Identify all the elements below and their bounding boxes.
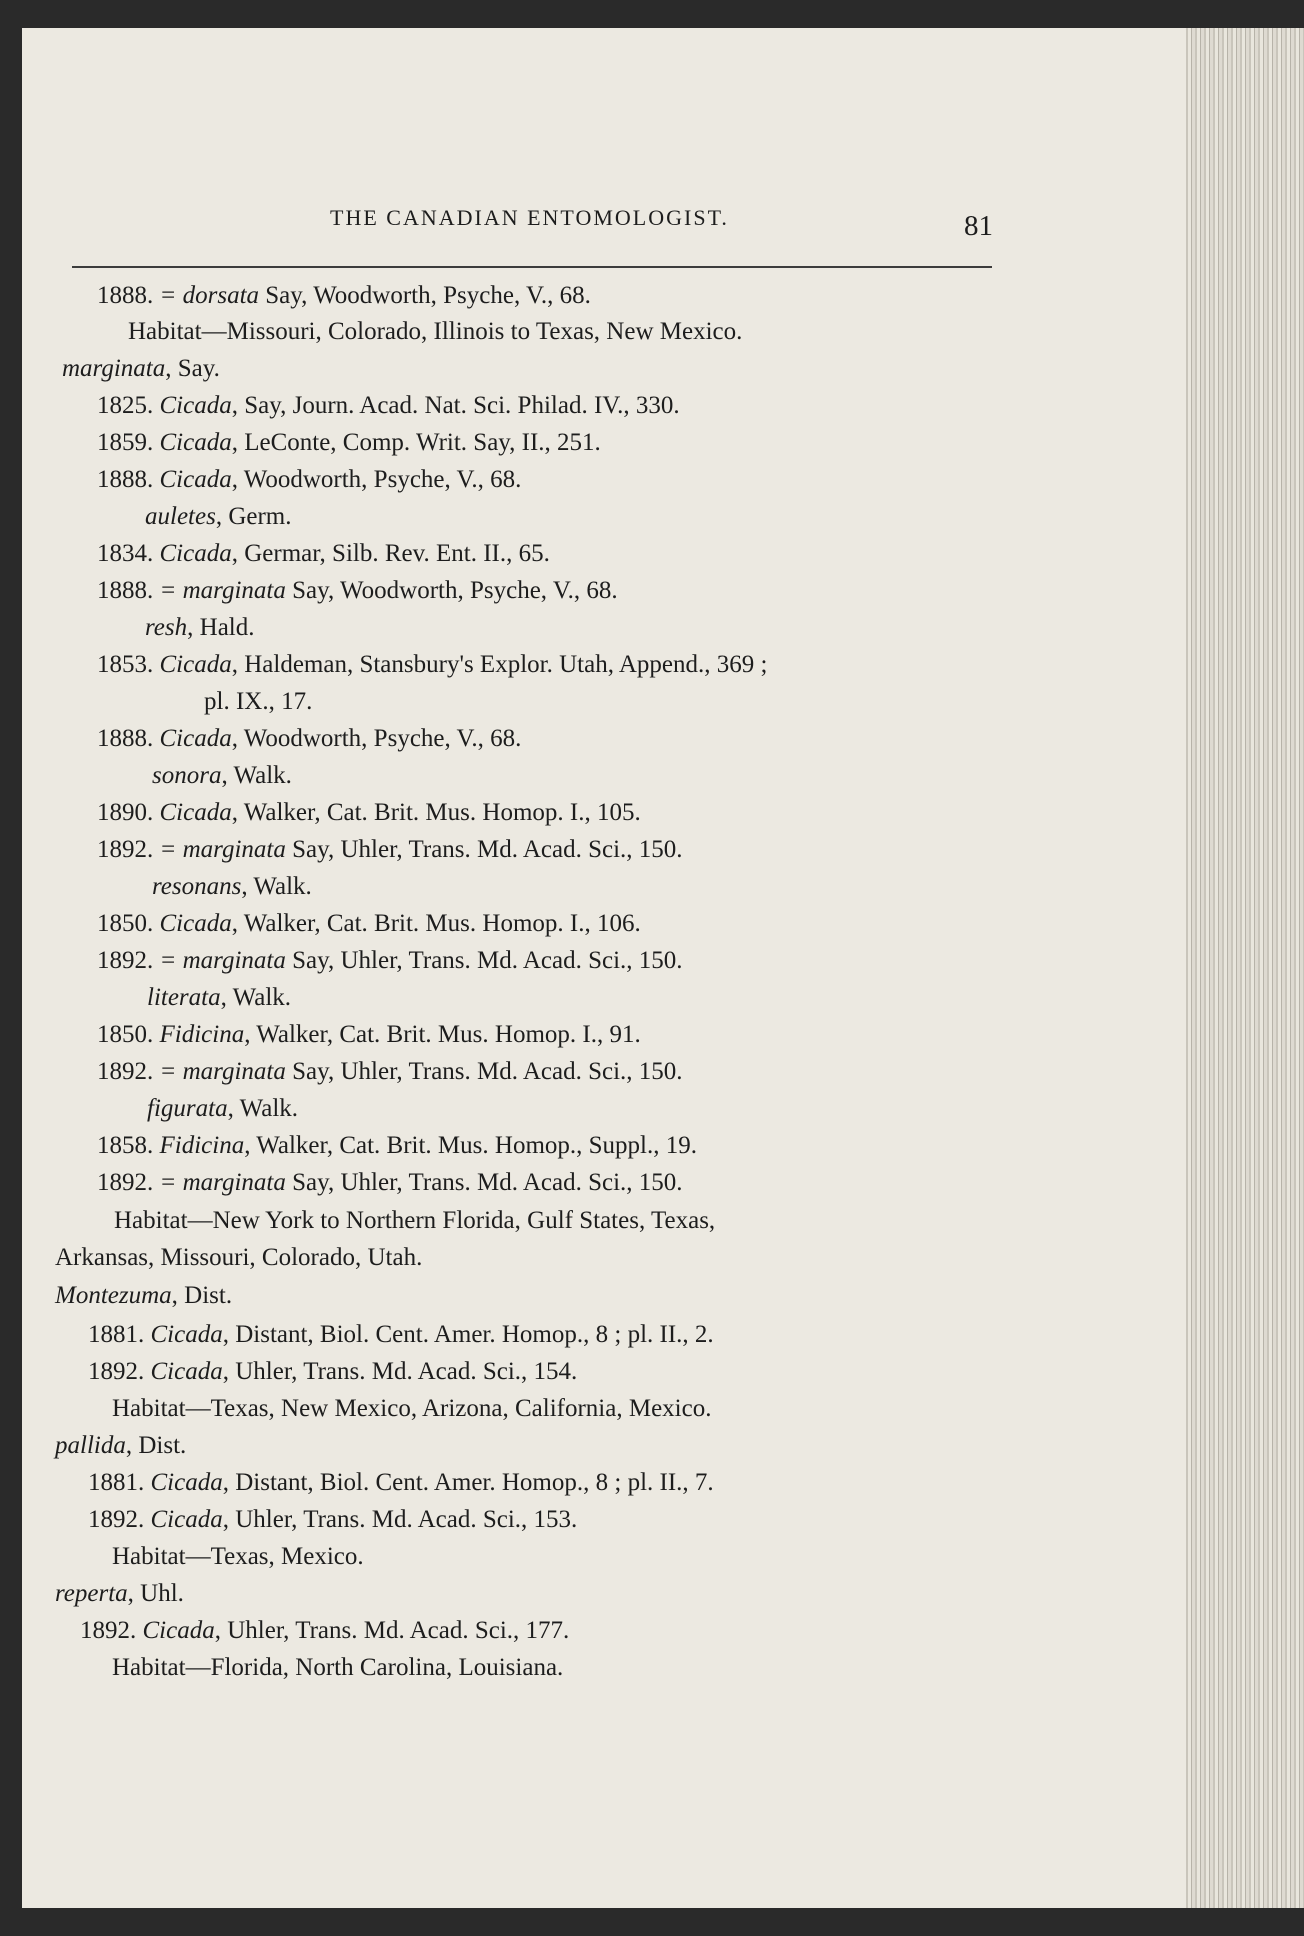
text-span: , Germ. bbox=[215, 503, 292, 530]
text-line bbox=[55, 1580, 184, 1608]
italic-name: auletes bbox=[145, 503, 216, 530]
italic-name: = marginata bbox=[159, 836, 286, 863]
text-span: 1892. bbox=[97, 836, 160, 863]
text-span: 1859. bbox=[97, 429, 160, 456]
italic-name: Cicada bbox=[159, 466, 232, 493]
italic-name: Cicada bbox=[150, 1469, 223, 1496]
italic-name: Montezuma bbox=[55, 1282, 172, 1309]
text-line bbox=[88, 1506, 577, 1534]
text-span: , Germar, Silb. Rev. Ent. II., 65. bbox=[231, 540, 550, 567]
text-line bbox=[204, 688, 312, 716]
text-span: 1850. bbox=[97, 910, 160, 937]
text-line bbox=[147, 984, 291, 1012]
text-span: 1888. bbox=[97, 466, 160, 493]
text-span: , LeConte, Comp. Writ. Say, II., 251. bbox=[231, 429, 601, 456]
text-line bbox=[97, 910, 641, 938]
running-title: THE CANADIAN ENTOMOLOGIST. bbox=[330, 205, 729, 230]
text-line bbox=[112, 1395, 711, 1423]
text-span: , Woodworth, Psyche, V., 68. bbox=[231, 466, 522, 493]
text-span: Arkansas, Missouri, Colorado, Utah. bbox=[55, 1244, 423, 1271]
text-span: , Uhl. bbox=[127, 1580, 184, 1607]
text-span: , Walk. bbox=[227, 1095, 299, 1122]
text-line bbox=[128, 318, 742, 346]
text-span: , Walk. bbox=[241, 873, 312, 900]
text-span: , Uhler, Trans. Md. Acad. Sci., 177. bbox=[214, 1617, 570, 1644]
text-line bbox=[97, 282, 591, 310]
text-line bbox=[97, 466, 521, 494]
italic-name: = dorsata bbox=[159, 282, 260, 309]
italic-name: pallida bbox=[55, 1432, 126, 1459]
text-line bbox=[112, 1543, 364, 1571]
text-span: 1853. bbox=[97, 651, 160, 678]
text-line bbox=[152, 762, 292, 790]
text-line bbox=[97, 1058, 683, 1086]
text-span: , Dist. bbox=[171, 1282, 233, 1309]
text-span: 1858. bbox=[97, 1132, 160, 1159]
italic-name: Cicada bbox=[159, 540, 232, 567]
text-line bbox=[55, 1282, 232, 1310]
italic-name: Cicada bbox=[159, 799, 232, 826]
text-span: 1881. bbox=[88, 1469, 151, 1496]
italic-name: Cicada bbox=[159, 392, 232, 419]
text-line bbox=[97, 947, 683, 975]
text-line bbox=[80, 1617, 569, 1645]
text-span: 1892. bbox=[88, 1358, 151, 1385]
italic-name: Cicada bbox=[159, 910, 232, 937]
text-line bbox=[88, 1321, 714, 1349]
italic-name: = marginata bbox=[159, 947, 286, 974]
page-number: 81 bbox=[964, 210, 993, 242]
text-span: , Walker, Cat. Brit. Mus. Homop., Suppl., 19. bbox=[244, 1132, 697, 1159]
text-span: Say, Woodworth, Psyche, V., 68. bbox=[259, 282, 591, 309]
text-span: , Walk. bbox=[221, 762, 292, 789]
italic-name: Cicada bbox=[142, 1617, 215, 1644]
text-span: , Distant, Biol. Cent. Amer. Homop., 8 ; pl. II., 2. bbox=[222, 1321, 714, 1348]
text-span: Habitat—Missouri, Colorado, Illinois to Texas, New Mexico. bbox=[128, 318, 743, 345]
text-line bbox=[88, 1469, 714, 1497]
text-line bbox=[152, 873, 312, 901]
text-span: 1888. bbox=[97, 577, 160, 604]
text-line bbox=[88, 1358, 577, 1386]
italic-name: sonora bbox=[152, 762, 222, 789]
text-line bbox=[97, 836, 683, 864]
text-line bbox=[97, 725, 521, 753]
italic-name: Cicada bbox=[150, 1506, 223, 1533]
text-span: 1881. bbox=[88, 1321, 151, 1348]
italic-name: Cicada bbox=[159, 725, 232, 752]
text-span: 1890. bbox=[97, 799, 160, 826]
text-span: Say, Uhler, Trans. Md. Acad. Sci., 150. bbox=[285, 947, 683, 974]
text-line bbox=[97, 1169, 683, 1197]
text-span: , Walker, Cat. Brit. Mus. Homop. I., 105. bbox=[231, 799, 641, 826]
italic-name: resonans bbox=[152, 873, 242, 900]
text-line bbox=[145, 503, 292, 531]
text-span: 1825. bbox=[97, 392, 160, 419]
text-line bbox=[97, 799, 641, 827]
italic-name: Cicada bbox=[150, 1321, 223, 1348]
text-span: Habitat—Texas, Mexico. bbox=[112, 1543, 364, 1570]
text-span: Habitat—New York to Northern Florida, Gulf States, Texas, bbox=[114, 1207, 716, 1234]
text-span: , Dist. bbox=[125, 1432, 187, 1459]
text-span: pl. IX., 17. bbox=[204, 688, 313, 715]
italic-name: Fidicina bbox=[159, 1132, 245, 1159]
text-span: , Haldeman, Stansbury's Explor. Utah, Append., 369 ; bbox=[231, 651, 768, 678]
italic-name: resh bbox=[145, 614, 188, 641]
text-span: , Walker, Cat. Brit. Mus. Homop. I., 91. bbox=[244, 1021, 641, 1048]
text-span: , Say. bbox=[165, 355, 220, 382]
italic-name: Cicada bbox=[150, 1358, 223, 1385]
text-line bbox=[97, 577, 618, 605]
text-span: 1892. bbox=[97, 1058, 160, 1085]
text-line bbox=[97, 1132, 697, 1160]
italic-name: = marginata bbox=[159, 577, 286, 604]
text-line bbox=[97, 429, 601, 457]
text-span: 1892. bbox=[97, 947, 160, 974]
text-span: Say, Uhler, Trans. Md. Acad. Sci., 150. bbox=[285, 1169, 683, 1196]
text-line bbox=[55, 1432, 186, 1460]
italic-name: reperta bbox=[55, 1580, 128, 1607]
text-line bbox=[62, 355, 220, 383]
text-line bbox=[147, 1095, 298, 1123]
page-edge bbox=[1186, 28, 1304, 1908]
text-span: , Walk. bbox=[220, 984, 292, 1011]
text-span: 1850. bbox=[97, 1021, 160, 1048]
text-span: , Hald. bbox=[187, 614, 255, 641]
text-span: 1834. bbox=[97, 540, 160, 567]
text-span: , Walker, Cat. Brit. Mus. Homop. I., 106. bbox=[231, 910, 641, 937]
italic-name: figurata bbox=[147, 1095, 228, 1122]
text-span: , Uhler, Trans. Md. Acad. Sci., 154. bbox=[222, 1358, 578, 1385]
italic-name: = marginata bbox=[159, 1058, 286, 1085]
text-span: 1888. bbox=[97, 282, 160, 309]
text-line bbox=[97, 1021, 641, 1049]
text-line bbox=[97, 392, 680, 420]
text-span: Habitat—Texas, New Mexico, Arizona, California, Mexico. bbox=[112, 1395, 712, 1422]
header-rule bbox=[72, 266, 992, 268]
text-span: 1892. bbox=[88, 1506, 151, 1533]
text-span: Say, Uhler, Trans. Md. Acad. Sci., 150. bbox=[285, 1058, 683, 1085]
text-line bbox=[145, 614, 255, 642]
text-span: Say, Woodworth, Psyche, V., 68. bbox=[285, 577, 618, 604]
text-span: , Uhler, Trans. Md. Acad. Sci., 153. bbox=[222, 1506, 578, 1533]
text-line bbox=[97, 540, 550, 568]
text-span: 1888. bbox=[97, 725, 160, 752]
text-span: 1892. bbox=[80, 1617, 143, 1644]
italic-name: Cicada bbox=[159, 429, 232, 456]
text-line bbox=[55, 1244, 422, 1272]
italic-name: marginata bbox=[62, 355, 166, 382]
italic-name: Cicada bbox=[159, 651, 232, 678]
italic-name: literata bbox=[147, 984, 221, 1011]
text-line bbox=[97, 651, 767, 679]
text-line bbox=[112, 1654, 563, 1682]
text-span: Say, Uhler, Trans. Md. Acad. Sci., 150. bbox=[285, 836, 683, 863]
text-line bbox=[114, 1207, 715, 1235]
italic-name: = marginata bbox=[159, 1169, 286, 1196]
text-span: , Woodworth, Psyche, V., 68. bbox=[231, 725, 522, 752]
italic-name: Fidicina bbox=[159, 1021, 245, 1048]
text-span: , Say, Journ. Acad. Nat. Sci. Philad. IV., 330. bbox=[231, 392, 680, 419]
text-span: , Distant, Biol. Cent. Amer. Homop., 8 ; pl. II., 7. bbox=[222, 1469, 714, 1496]
text-span: Habitat—Florida, North Carolina, Louisiana. bbox=[112, 1654, 564, 1681]
text-span: 1892. bbox=[97, 1169, 160, 1196]
